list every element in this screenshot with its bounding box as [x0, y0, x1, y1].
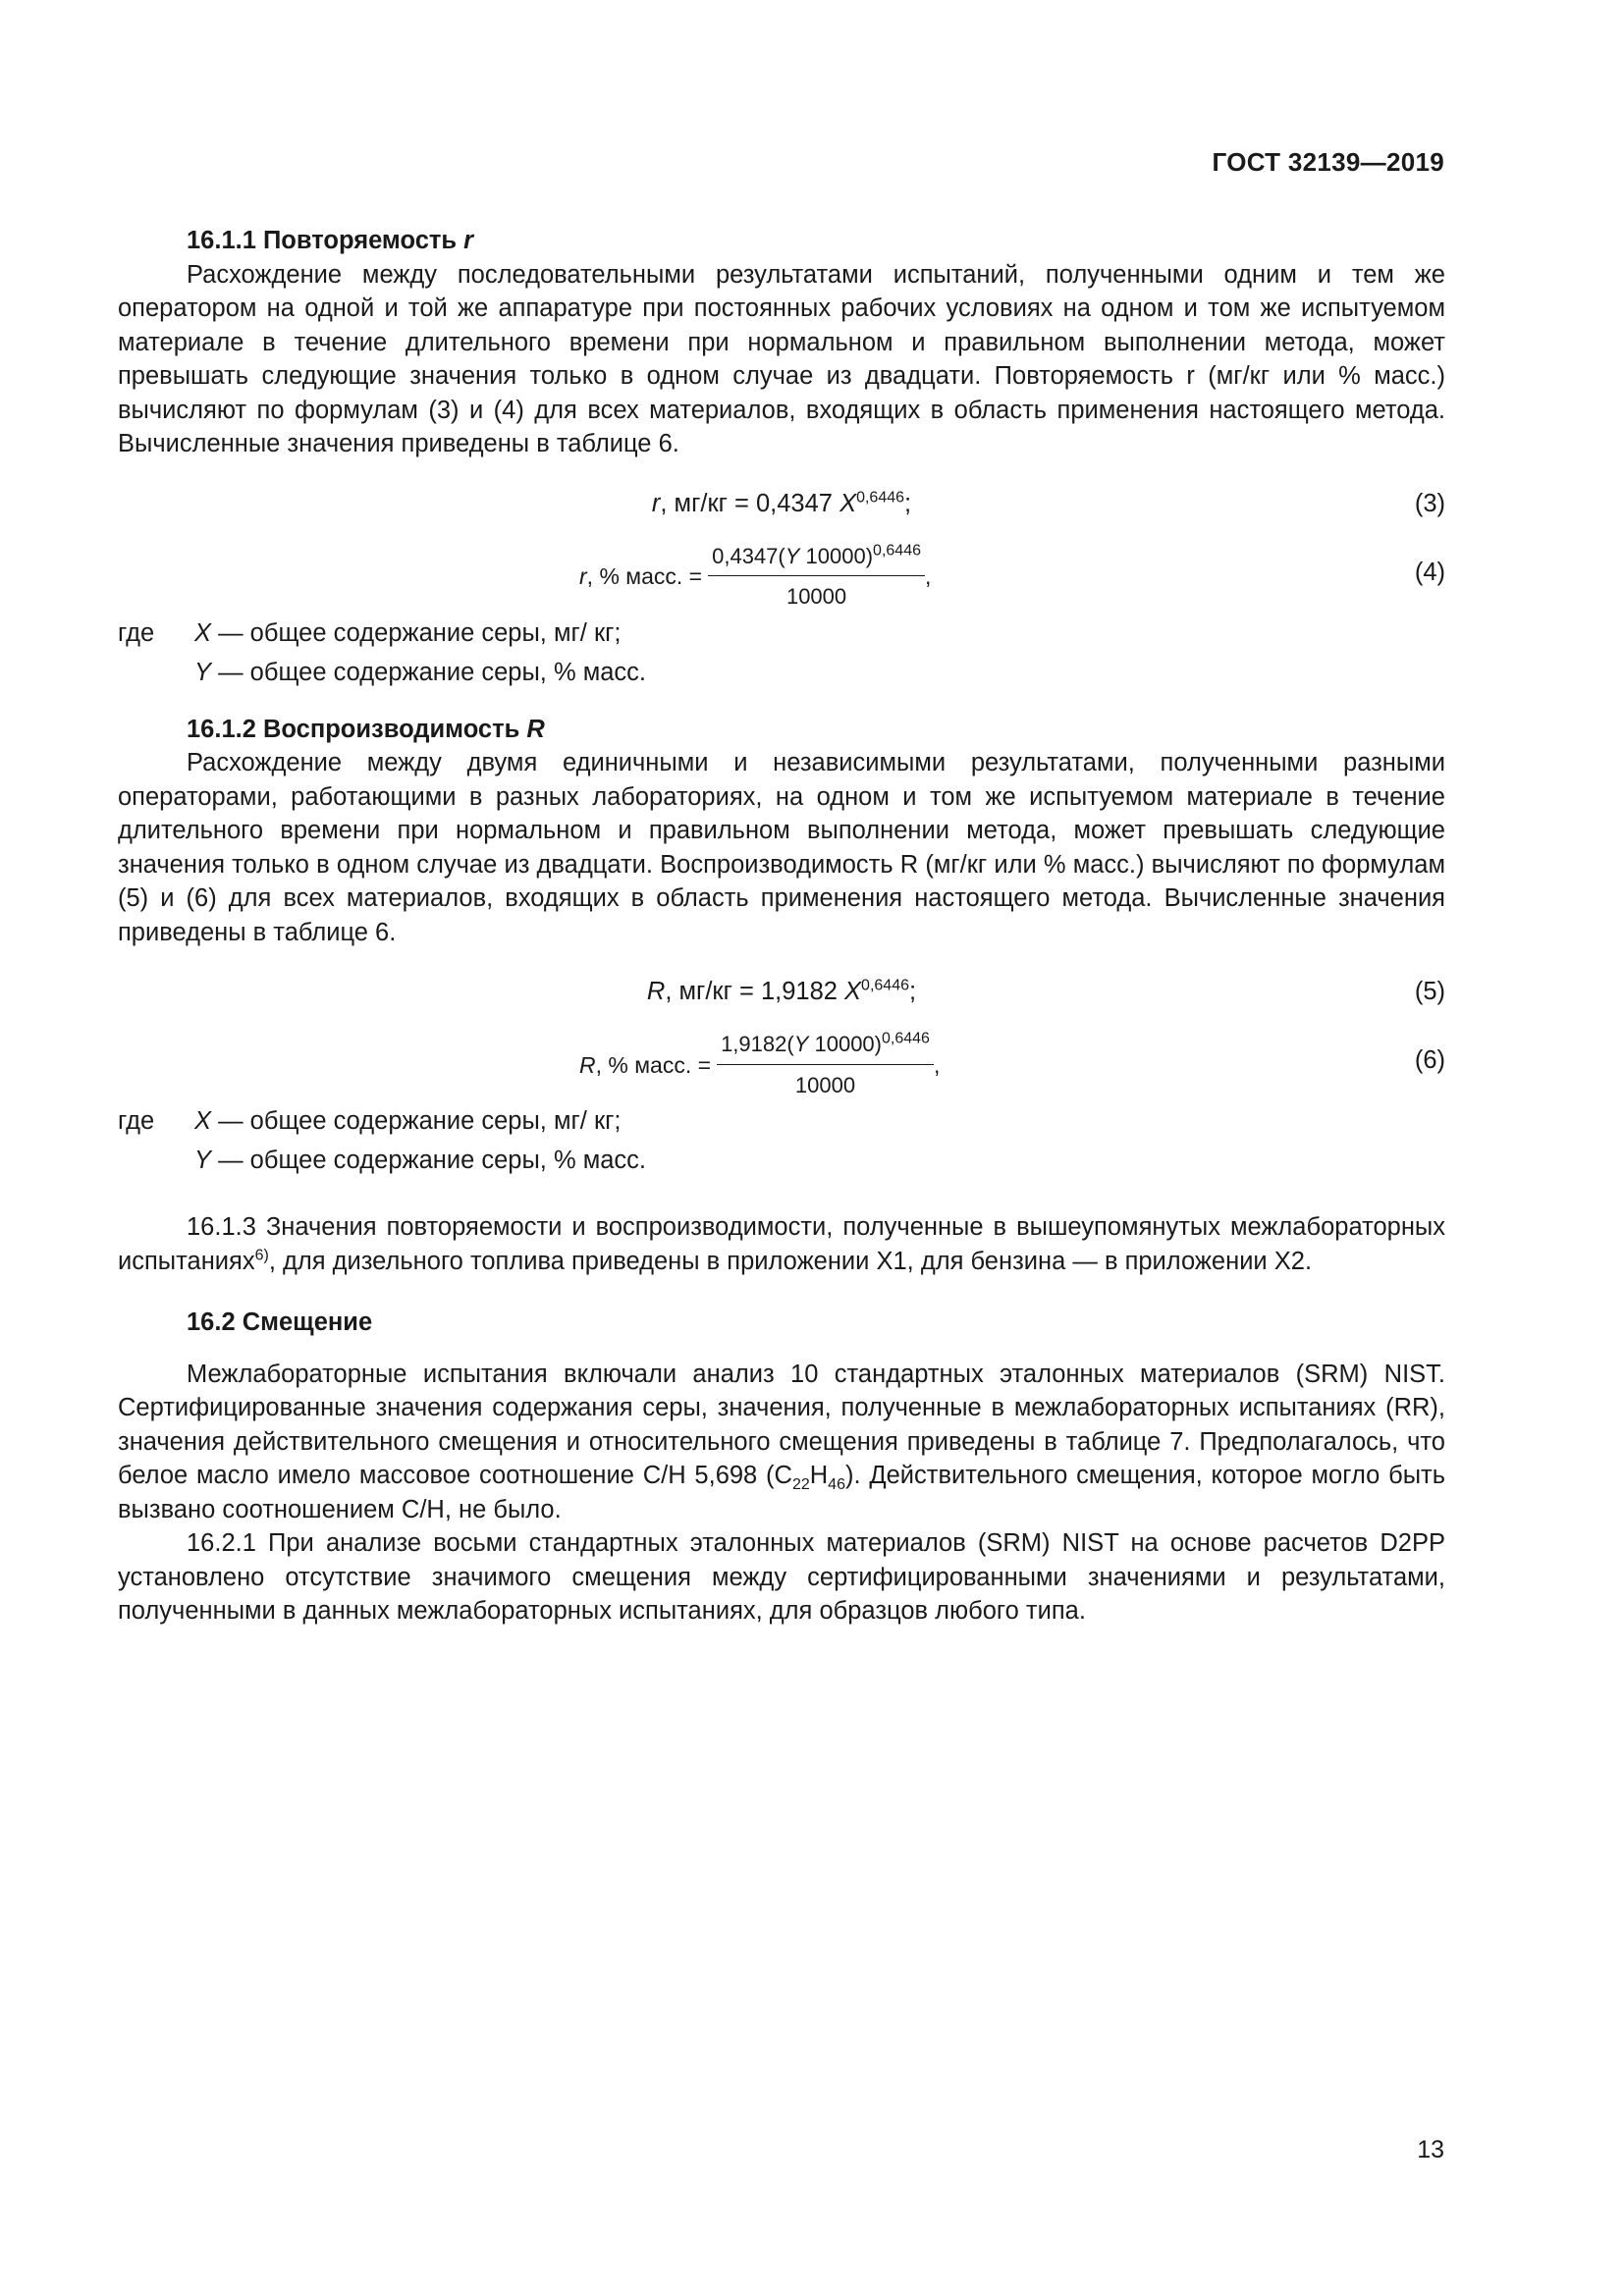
fraction: [708, 540, 925, 614]
paragraph-repeatability: Расхождение между последовательными результатами испытаний, полученными одним и тем же оператором на одной и той же аппаратуре при постоянных рабочих условиях на одном и том же испытуемом материале в течение длительного времени при нормальном и правильном выполнении метода, может превышать следующие значения только в одном случае из двадцати. Повторяемость r (мг/кг или % масс.) вычисляют по формулам (3) и (4) для всех материалов, входящих в область применения настоящего метода. Вычисленные значения приведены в таблице 6.: [118, 260, 1445, 457]
fraction-numerator: 1,9182(Y 10000)$^{0,6446}$: [717, 1028, 934, 1065]
document-id-header: ГОСТ 32139—2019: [1212, 147, 1444, 177]
where-desc: — общее содержание серы, мг/ кг;: [211, 1107, 622, 1135]
equation-3: [118, 479, 1445, 534]
eq-exponent: 0,6446: [861, 977, 909, 994]
where-desc: — общее содержание серы, мг/ кг;: [211, 618, 622, 647]
where-var: Y: [194, 658, 212, 686]
eq-tail: ;: [904, 489, 912, 517]
subscript: 22: [791, 1476, 810, 1494]
where-x-line: [118, 616, 1445, 656]
fraction-denominator: 10000: [794, 1072, 856, 1097]
heading-symbol: r: [463, 227, 474, 254]
footnote-ref[interactable]: 6): [254, 1247, 269, 1263]
page-number: 13: [1417, 2136, 1444, 2163]
eq-text: , мг/кг = 1,9182: [665, 978, 845, 1005]
eq-var: X: [839, 489, 857, 517]
section-heading-16-2: 16.2 Смещение: [187, 1308, 373, 1336]
fraction: [717, 1028, 934, 1102]
para-text: ). Действительного смещения, которое могло быть вызвано соотношением С/Н, не было.: [118, 1462, 1445, 1523]
para-text: 16.1.3 Значения повторяемости и воспроизводимости, полученные в вышеупомянутых межлабораторных испытаниях: [118, 1213, 1445, 1275]
heading-text: 16.1.1 Повторяемость: [187, 227, 464, 254]
eq-tail: ;: [908, 978, 917, 1005]
page-content: [118, 224, 1445, 1629]
where-x-line: [118, 1104, 1445, 1144]
equation-4: [118, 534, 1445, 616]
eq-lhs: , % масс. =: [586, 563, 703, 590]
para-text: Межлабораторные испытания включали анализ 10 стандартных эталонных материалов (SRM) NIST. Сертифицированные значения содержания серы, значения, полученные в межлабораторных испытаниях (RR), значения действительного смещения и относительного смещения приведены в таблице 7. Предполагалось, что белое масло имело массовое соотношение С/Н 5,698 (С: [118, 1360, 1445, 1489]
equation-number-6: (6): [1414, 1046, 1445, 1074]
eq-tail: ,: [924, 563, 932, 590]
where-desc: — общее содержание серы, % масс.: [211, 1147, 647, 1174]
eq-symbol: r: [651, 489, 661, 517]
eq-var: X: [844, 978, 862, 1005]
paragraph-16-2-1: 16.2.1 При анализе восьми стандартных эталонных материалов (SRM) NIST на основе расчетов D2PP установлено отсутствие значимого смещения между сертифицированными значениями и результатами, полученными в данных межлабораторных испытаниях, для образцов любого типа.: [118, 1529, 1445, 1625]
eq-exponent: 0,6446: [856, 489, 905, 506]
para-text: Н: [809, 1462, 829, 1489]
eq-text: , мг/кг = 0,4347: [660, 489, 840, 517]
section-heading-16-1-2: [118, 713, 1445, 747]
paragraph-reproducibility: Расхождение между двумя единичными и независимыми результатами, полученными разными операторами, работающими в разных лабораториях, на одном и том же испытуемом материале в течение длительного времени при нормальном и правильном выполнении метода, может превышать следующие значения только в одном случае из двадцати. Воспроизводимость R (мг/кг или % масс.) вычисляют по формулам (5) и (6) для всех материалов, входящих в область применения настоящего метода. Вычисленные значения приведены в таблице 6.: [118, 749, 1445, 946]
fraction-denominator: 10000: [785, 584, 847, 609]
equation-6: [118, 1022, 1445, 1104]
where-y-line: [118, 1144, 1445, 1183]
heading-text: 16.1.2 Воспроизводимость: [187, 715, 527, 743]
equation-5: [118, 967, 1445, 1022]
where-var: X: [194, 1107, 212, 1135]
eq-symbol: r: [579, 563, 587, 590]
eq-lhs: , % масс. =: [595, 1051, 712, 1078]
where-var: Y: [194, 1147, 212, 1174]
section-heading-16-1-1: [118, 224, 1445, 258]
fraction-numerator: 0,4347(Y 10000)$^{0,6446}$: [708, 540, 925, 577]
subscript: 46: [828, 1476, 845, 1494]
paragraph-bias: [118, 1358, 1445, 1527]
equation-number-5: (5): [1414, 978, 1445, 1005]
paragraph-16-1-3: [118, 1210, 1445, 1278]
eq-symbol: R: [646, 978, 666, 1005]
where-y-line: [118, 656, 1445, 695]
equation-number-3: (3): [1414, 489, 1445, 517]
where-word: где: [118, 618, 155, 647]
where-desc: — общее содержание серы, % масс.: [211, 658, 647, 686]
where-var: X: [194, 618, 212, 647]
para-text: , для дизельного топлива приведены в приложении X1, для бензина — в приложении X2.: [268, 1247, 1313, 1275]
eq-tail: ,: [933, 1051, 941, 1078]
equation-number-4: (4): [1414, 558, 1445, 586]
heading-symbol: R: [526, 715, 545, 743]
where-word: где: [118, 1107, 155, 1135]
eq-symbol: R: [579, 1051, 596, 1078]
